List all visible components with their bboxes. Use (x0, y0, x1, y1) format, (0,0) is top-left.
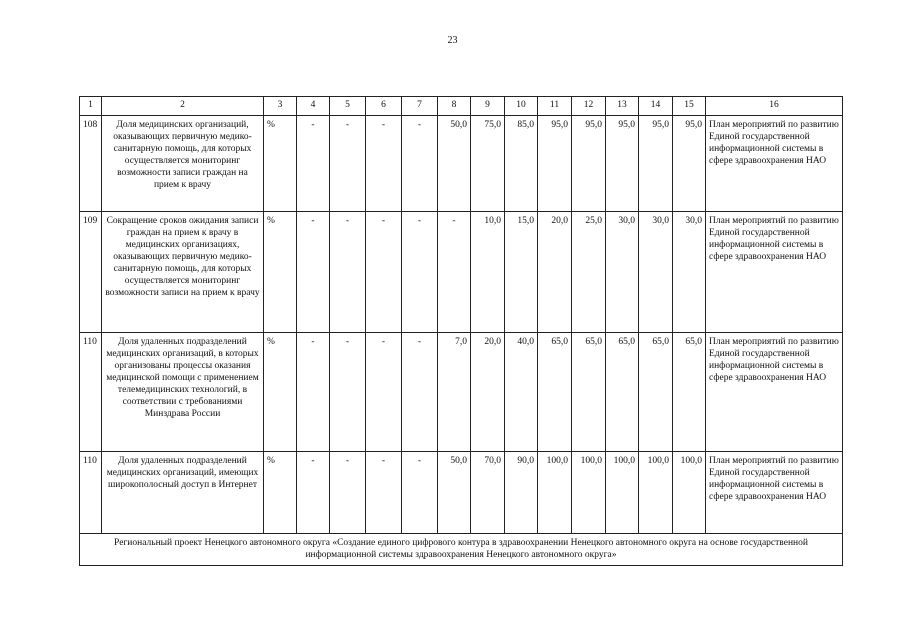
unit: % (264, 212, 297, 333)
value-cell: 20,0 (471, 333, 505, 452)
table-row (80, 452, 843, 534)
page-number: 23 (447, 35, 458, 46)
column-number: 12 (572, 97, 606, 116)
column-number: 9 (471, 97, 505, 116)
value-cell: - (402, 333, 438, 452)
value-cell: 15,0 (505, 212, 538, 333)
value-cell: - (366, 116, 402, 212)
value-cell: 30,0 (673, 212, 706, 333)
value-cell: 100,0 (673, 452, 706, 534)
value-cell: 70,0 (471, 452, 505, 534)
value-cell: 95,0 (639, 116, 673, 212)
value-cell: - (402, 452, 438, 534)
source-document: План мероприятий по развитию Единой государственной информационной системы в сфере здравоохранения НАО (706, 116, 843, 212)
column-number: 14 (639, 97, 673, 116)
row-number: 110 (80, 452, 102, 534)
value-cell: 65,0 (572, 333, 606, 452)
value-cell: 85,0 (505, 116, 538, 212)
indicator-name: Доля удаленных подразделений медицинских организаций, имеющих широкополосный доступ в Интернет (102, 452, 264, 534)
column-number: 2 (102, 97, 264, 116)
value-cell: 100,0 (538, 452, 572, 534)
unit: % (264, 452, 297, 534)
value-cell: 20,0 (538, 212, 572, 333)
unit: % (264, 116, 297, 212)
value-cell: - (330, 116, 366, 212)
value-cell: - (438, 212, 471, 333)
value-cell: 95,0 (606, 116, 639, 212)
value-cell: - (297, 452, 330, 534)
value-cell: 30,0 (606, 212, 639, 333)
column-number: 13 (606, 97, 639, 116)
value-cell: - (297, 116, 330, 212)
value-cell: 65,0 (606, 333, 639, 452)
column-number: 11 (538, 97, 572, 116)
indicator-name: Сокращение сроков ожидания записи граждан на прием к врачу в медицинских организациях, оказывающих первичную медико-санитарную помощь, для которых осуществляется мониторинг возможности записи на прием к врачу (102, 212, 264, 333)
column-number: 3 (264, 97, 297, 116)
value-cell: - (330, 452, 366, 534)
value-cell: 50,0 (438, 116, 471, 212)
value-cell: 100,0 (606, 452, 639, 534)
value-cell: 40,0 (505, 333, 538, 452)
value-cell: 50,0 (438, 452, 471, 534)
column-number: 1 (80, 97, 102, 116)
indicators-table (79, 96, 843, 566)
table-row (80, 212, 843, 333)
row-number: 110 (80, 333, 102, 452)
value-cell: 95,0 (538, 116, 572, 212)
section-footer-row (80, 534, 843, 566)
value-cell: 10,0 (471, 212, 505, 333)
row-number: 109 (80, 212, 102, 333)
value-cell: 95,0 (572, 116, 606, 212)
source-document: План мероприятий по развитию Единой государственной информационной системы в сфере здравоохранения НАО (706, 333, 843, 452)
table-row (80, 333, 843, 452)
value-cell: 100,0 (639, 452, 673, 534)
value-cell: - (366, 452, 402, 534)
column-number: 8 (438, 97, 471, 116)
column-number: 16 (706, 97, 843, 116)
value-cell: 25,0 (572, 212, 606, 333)
value-cell: 100,0 (572, 452, 606, 534)
value-cell: - (297, 333, 330, 452)
value-cell: - (330, 212, 366, 333)
value-cell: 65,0 (673, 333, 706, 452)
source-document: План мероприятий по развитию Единой государственной информационной системы в сфере здравоохранения НАО (706, 452, 843, 534)
row-number: 108 (80, 116, 102, 212)
indicator-name: Доля удаленных подразделений медицинских организаций, в которых организованы процессы оказания медицинской помощи с применением телемедицинских технологий, в соответствии с требованиями Минздрава России (102, 333, 264, 452)
column-number: 15 (673, 97, 706, 116)
value-cell: 65,0 (639, 333, 673, 452)
indicator-name: Доля медицинских организаций, оказывающих первичную медико-санитарную помощь, для которых осуществляется мониторинг возможности записи граждан на прием к врачу (102, 116, 264, 212)
value-cell: 95,0 (673, 116, 706, 212)
column-number: 5 (330, 97, 366, 116)
value-cell: - (402, 212, 438, 333)
table-row (80, 116, 843, 212)
value-cell: 90,0 (505, 452, 538, 534)
column-numbers-row (80, 97, 843, 116)
value-cell: - (402, 116, 438, 212)
value-cell: 65,0 (538, 333, 572, 452)
unit: % (264, 333, 297, 452)
value-cell: 75,0 (471, 116, 505, 212)
value-cell: 30,0 (639, 212, 673, 333)
value-cell: - (366, 333, 402, 452)
value-cell: - (297, 212, 330, 333)
value-cell: 7,0 (438, 333, 471, 452)
source-document: План мероприятий по развитию Единой государственной информационной системы в сфере здравоохранения НАО (706, 212, 843, 333)
column-number: 4 (297, 97, 330, 116)
column-number: 6 (366, 97, 402, 116)
regional-project-title: Региональный проект Ненецкого автономного округа «Создание единого цифрового контура в здравоохранении Ненецкого автономного округа на основе государственной информационной системы здравоохранения Ненецкого автономного округа» (80, 534, 843, 566)
column-number: 10 (505, 97, 538, 116)
value-cell: - (330, 333, 366, 452)
value-cell: - (366, 212, 402, 333)
column-number: 7 (402, 97, 438, 116)
